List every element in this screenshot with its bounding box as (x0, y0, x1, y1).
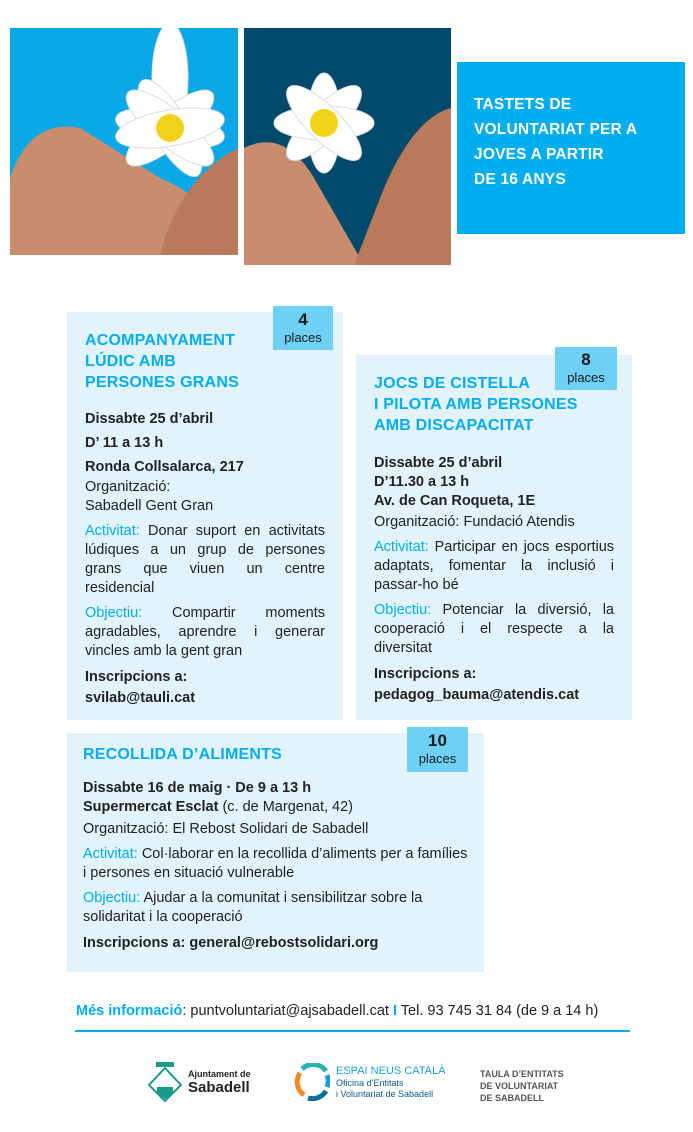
card-title-line: LÚDIC AMB (85, 353, 176, 370)
signup-label: Inscripcions a: (374, 666, 477, 682)
activity-text: Col·laborar en la recollida d’aliments per a famílies i persones en situació vulnerable (83, 846, 468, 881)
logo-line: Oficina d’Entitats (336, 1077, 404, 1088)
logo-taula (480, 1068, 564, 1104)
photo-hands-flower-left (10, 28, 238, 255)
places-count: 8 (581, 350, 591, 369)
card-goal (83, 889, 468, 927)
places-unit: places (418, 751, 457, 766)
card-activity (83, 845, 468, 883)
card-time: D’ 11 a 13 h (85, 435, 164, 451)
org-label: Organització: (374, 514, 460, 530)
card-date: Dissabte 25 d’abril (85, 411, 214, 427)
footer-phone: Tel. 93 745 31 84 (de 9 a 14 h) (400, 1003, 599, 1019)
card-org (374, 513, 614, 532)
card-date: Dissabte 16 de maig · De 9 a 13 h (83, 780, 312, 796)
places-count: 10 (428, 731, 447, 750)
card-address (83, 798, 468, 817)
activity-text: Participar en jocs esportius adaptats, fomentar la inclusió i passar-ho bé (374, 539, 615, 593)
footer-divider (75, 1030, 630, 1032)
signup-label: Inscripcions a: (85, 669, 188, 685)
signup-email[interactable]: pedagog_bauma@atendis.cat (374, 687, 580, 703)
card-title-line: PERSONES GRANS (85, 374, 239, 391)
card-activity (85, 522, 325, 598)
coat-of-arms-icon (148, 1060, 182, 1102)
goal-label: Objectiu: (374, 602, 432, 618)
headline-line: VOLUNTARIAT PER A (474, 121, 638, 138)
activity-card-1 (67, 312, 343, 720)
footer-info (76, 1003, 598, 1019)
goal-text: Compartir moments agradables, aprendre i generar vincles amb la gent gran (85, 605, 326, 659)
headline-line: JOVES A PARTIR (474, 146, 604, 163)
activity-label: Activitat: (83, 846, 138, 862)
places-unit: places (567, 370, 605, 385)
org-text: Fundació Atendis (463, 514, 575, 530)
card-title: RECOLLIDA D’ALIMENTS (83, 746, 282, 763)
signup-label: Inscripcions a: (83, 935, 186, 951)
org-text: El Rebost Solidari de Sabadell (172, 821, 369, 837)
places-unit: places (284, 330, 322, 345)
places-count: 4 (298, 310, 308, 329)
signup-email[interactable]: svilab@tauli.cat (85, 690, 196, 706)
card-title-line: JOCS DE CISTELLA (374, 375, 531, 392)
activity-text: Donar suport en activitats lúdiques a un grup de persones grans que viuen un centre residencial (85, 523, 325, 596)
goal-label: Objectiu: (85, 605, 143, 621)
logo-ajuntament (148, 1060, 251, 1102)
headline-box (457, 62, 685, 234)
photo-hands-flower-right (244, 28, 451, 265)
signup-email[interactable]: general@rebostsolidari.org (189, 935, 379, 951)
footer-email[interactable]: : puntvoluntariat@ajsabadell.cat (182, 1003, 389, 1019)
org-label: Organització: (83, 821, 169, 837)
address-text: Supermercat Esclat (83, 799, 219, 815)
card-goal (85, 604, 325, 661)
card-title-line: I PILOTA AMB PERSONES (374, 396, 578, 413)
card-date: Dissabte 25 d’abril (374, 455, 503, 471)
card-title-line: ACOMPANYAMENT (85, 332, 236, 349)
activity-label: Activitat: (374, 539, 429, 555)
card-org: Sabadell Gent Gran (85, 498, 214, 514)
places-badge (407, 727, 468, 772)
logo-line: TAULA D’ENTITATS (480, 1069, 564, 1079)
card-goal (374, 601, 614, 658)
card-time: D’11.30 a 13 h (374, 474, 470, 490)
more-info-label: Més informació (76, 1003, 183, 1019)
places-badge (555, 347, 617, 390)
people-circle-icon (294, 1063, 330, 1101)
logo-line: ESPAI NEUS CATALÀ (336, 1064, 446, 1077)
address-note: (c. de Margenat, 42) (222, 799, 354, 815)
card-org-label: Organització: (85, 479, 171, 495)
separator: I (392, 1003, 397, 1019)
logo-espai-neus-catala (294, 1063, 445, 1101)
activity-card-2 (356, 355, 632, 720)
headline-line: DE 16 ANYS (474, 171, 566, 188)
card-address: Av. de Can Roqueta, 1E (374, 493, 536, 509)
logo-line: Ajuntament de (188, 1069, 251, 1079)
card-activity (374, 538, 614, 595)
logo-line: DE VOLUNTARIAT (480, 1081, 559, 1091)
places-badge (273, 306, 333, 350)
card-address: Ronda Collsalarca, 217 (85, 459, 244, 475)
activity-label: Activitat: (85, 523, 140, 539)
ajuntament-text (188, 1067, 251, 1095)
headline-line: TASTETS DE (474, 96, 572, 113)
logo-line: Sabadell (188, 1079, 250, 1096)
card-org (83, 820, 468, 839)
goal-text: Ajudar a la comunitat i sensibilitzar sobre la solidaritat i la cooperació (83, 890, 423, 925)
goal-text: Potenciar la diversió, la cooperació i el respecte a la diversitat (374, 602, 614, 656)
logo-line: DE SABADELL (480, 1093, 545, 1103)
card-signup (83, 933, 468, 954)
goal-label: Objectiu: (83, 890, 141, 906)
card-title-line: AMB DISCAPACITAT (374, 417, 534, 434)
logo-line: i Voluntariat de Sabadell (336, 1088, 434, 1099)
espai-text (336, 1065, 445, 1100)
